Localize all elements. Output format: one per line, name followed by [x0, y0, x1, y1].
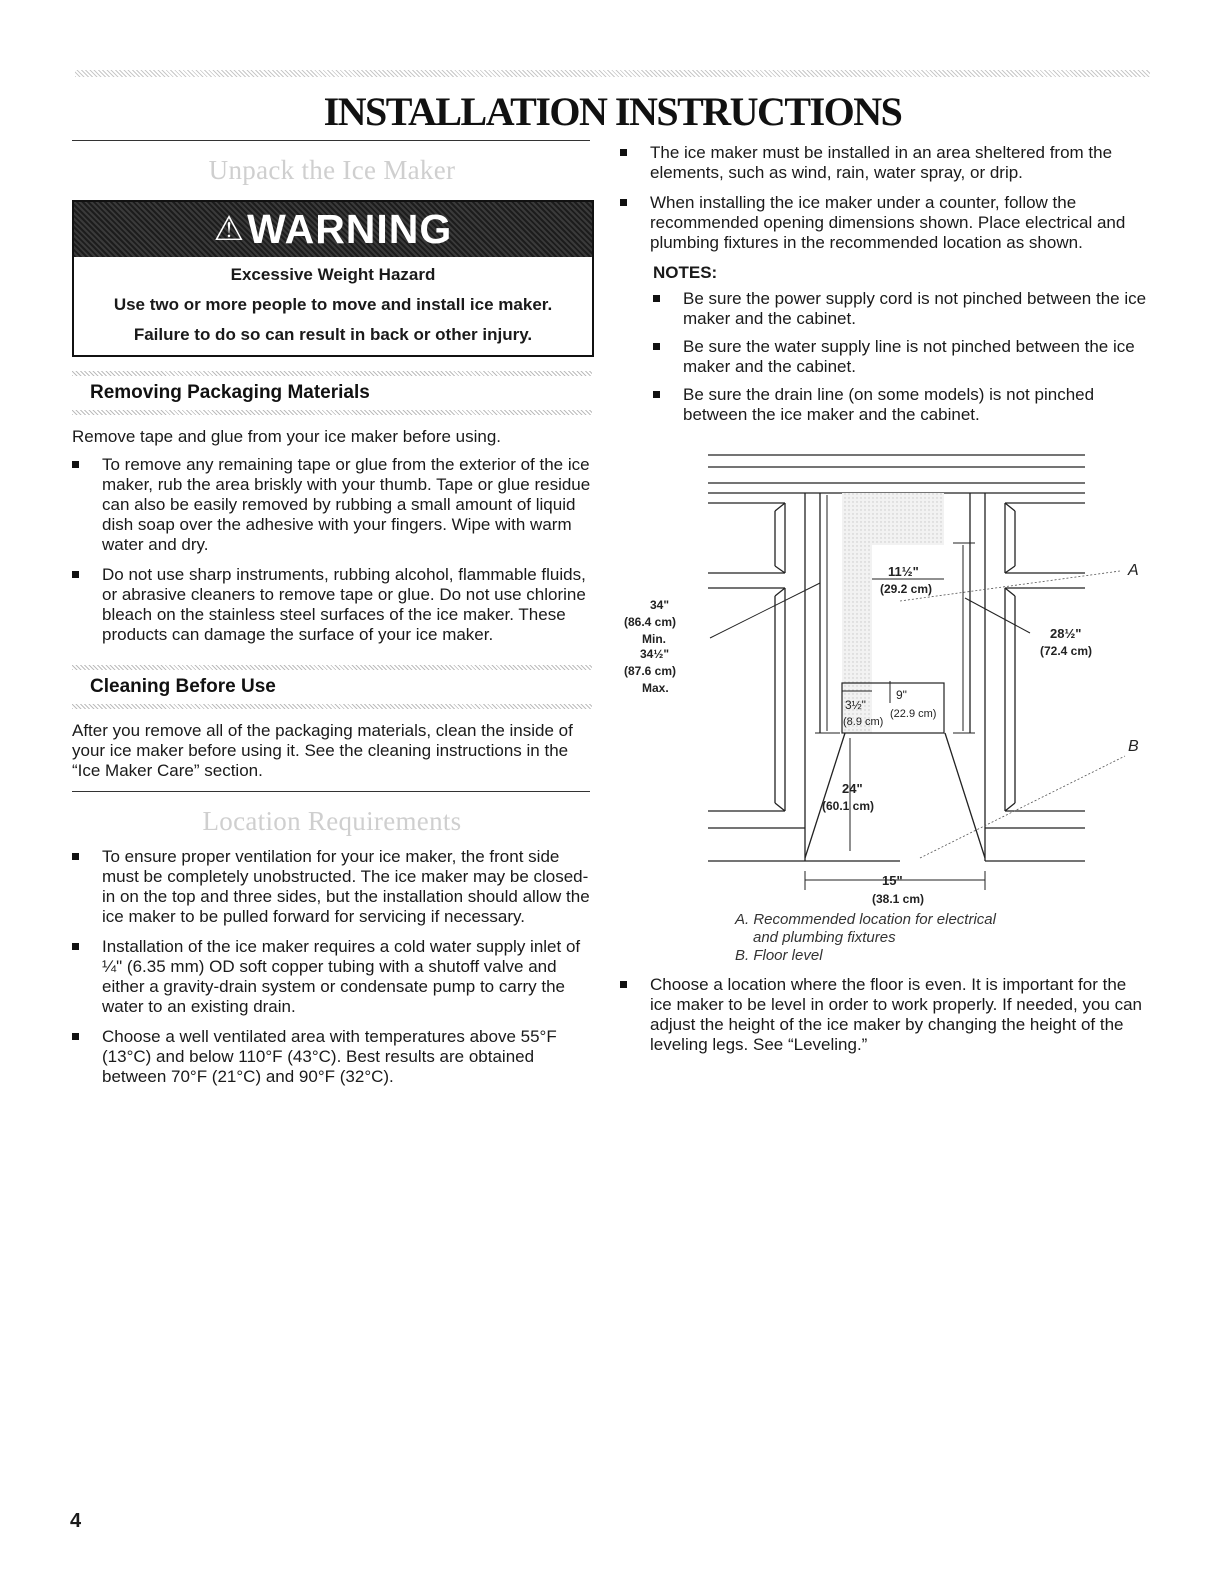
- diagram-captions: [735, 911, 1150, 965]
- warning-line-2: Failure to do so can result in back or other injury.: [133, 325, 533, 344]
- list-item: To ensure proper ventilation for your ice maker, the front side must be completely unobstructed. The ice maker may be closed-in on the top and three sides, but the installation should allow the ice maker to be pulled forward for servicing if necessary.: [72, 847, 592, 927]
- page-title: INSTALLATION INSTRUCTIONS: [323, 89, 902, 134]
- warning-triangle-icon: ⚠: [213, 210, 246, 248]
- right-bottom-list: [620, 975, 1150, 1055]
- list-item: Be sure the power supply cord is not pinched between the ice maker and the cabinet.: [653, 289, 1150, 329]
- list-item: Be sure the drain line (on some models) is not pinched between the ice maker and the cabinet.: [653, 385, 1150, 425]
- dim-height-line: Max.: [642, 681, 669, 695]
- unpack-heading: Unpack the Ice Maker: [208, 155, 456, 185]
- dim-15-cm: (38.1 cm): [872, 892, 925, 906]
- section-rule: [72, 140, 590, 141]
- dim-24-cm: (60.1 cm): [822, 799, 875, 813]
- list-item: Be sure the water supply line is not pinched between the ice maker and the cabinet.: [653, 337, 1150, 377]
- callout-a: A: [1128, 562, 1139, 579]
- dim-9-cm: (22.9 cm): [890, 708, 937, 720]
- dim-height-line: 34½": [640, 647, 670, 661]
- subsection-band: [72, 371, 592, 376]
- dim-height-line: (86.4 cm): [624, 615, 677, 629]
- removing-heading: Removing Packaging Materials: [90, 382, 370, 403]
- dim-28-5: 28½": [1050, 626, 1082, 641]
- subsection-band: [72, 665, 592, 670]
- list-item: When installing the ice maker under a counter, follow the recommended opening dimensions shown. Place electrical and plumbing fixtures in the recommended location as shown.: [620, 193, 1150, 253]
- dim-height-line: (87.6 cm): [624, 664, 677, 678]
- dim-height-line: 34": [650, 598, 670, 612]
- dim-11-5: 11½": [888, 564, 919, 579]
- list-item: Do not use sharp instruments, rubbing alcohol, flammable fluids, or abrasive cleaners to remove tape or glue. Do not use chlorine bleach on the stainless steel surfaces of the ice maker. These products can damage the surface of your ice maker.: [72, 565, 592, 645]
- list-item: Choose a location where the floor is even. It is important for the ice maker to be level in order to work properly. If needed, you can adjust the height of the ice maker by changing the height of the leveling legs. See “Leveling.”: [620, 975, 1150, 1055]
- warning-box: [72, 200, 594, 357]
- list-item: The ice maker must be installed in an area sheltered from the elements, such as wind, rain, water spray, or drip.: [620, 143, 1150, 183]
- diagram-svg: [620, 433, 1150, 913]
- top-decorative-rule: [75, 70, 1150, 77]
- location-heading: Location Requirements: [202, 806, 462, 836]
- list-item: Installation of the ice maker requires a cold water supply inlet of ¼" (6.35 mm) OD soft copper tubing with a shutoff valve and either a gravity-drain system or condensate pump to carry the water to an existing drain.: [72, 937, 592, 1017]
- right-column: [620, 143, 1150, 1065]
- warning-line-1: Use two or more people to move and install ice maker.: [113, 295, 553, 314]
- fixture-zone: [842, 493, 944, 545]
- notes-label: NOTES:: [653, 263, 718, 282]
- removing-intro: Remove tape and glue from your ice maker before using.: [72, 427, 502, 446]
- dim-3-5-cm: (8.9 cm): [843, 716, 884, 728]
- location-list: [72, 847, 592, 1087]
- dim-3-5: 3½": [845, 698, 866, 712]
- left-column: [72, 140, 592, 1097]
- cleaning-heading: Cleaning Before Use: [90, 676, 276, 697]
- right-top-list: [620, 143, 1150, 253]
- cleaning-text: After you remove all of the packaging materials, clean the inside of your ice maker before using it. See the cleaning instructions in the “Ice Maker Care” section.: [72, 721, 573, 780]
- dim-15: 15": [882, 873, 903, 888]
- list-item: Choose a well ventilated area with temperatures above 55°F (13°C) and below 110°F (43°C). Best results are obtained between 70°F (21°C) and 90°F (32°C).: [72, 1027, 592, 1087]
- installation-dimensions-diagram: [620, 433, 1150, 913]
- section-rule: [72, 791, 590, 792]
- dim-height-line: Min.: [642, 632, 666, 646]
- dim-9: 9": [896, 688, 907, 702]
- warning-body: [74, 257, 592, 355]
- dim-28-5-cm: (72.4 cm): [1040, 644, 1093, 658]
- caption-a-cont: and plumbing fixtures: [753, 929, 896, 946]
- list-item: To remove any remaining tape or glue from the exterior of the ice maker, rub the area briskly with your thumb. Tape or glue residue can also be easily removed by rubbing a small amount of liquid dish soap over the adhesive with your fingers. Wipe with warm water and dry.: [72, 455, 592, 555]
- caption-b: B. Floor level: [735, 947, 823, 964]
- removing-list: [72, 455, 592, 645]
- page-number: 4: [70, 1510, 82, 1532]
- warning-label: WARNING: [247, 206, 453, 252]
- warning-header: [74, 202, 592, 257]
- dim-11-5-cm: (29.2 cm): [880, 582, 933, 596]
- callout-b: B: [1128, 738, 1139, 755]
- warning-hazard: Excessive Weight Hazard: [230, 265, 436, 284]
- notes-list: [620, 289, 1150, 425]
- caption-a: A. Recommended location for electrical: [735, 911, 996, 928]
- dim-24: 24": [842, 781, 863, 796]
